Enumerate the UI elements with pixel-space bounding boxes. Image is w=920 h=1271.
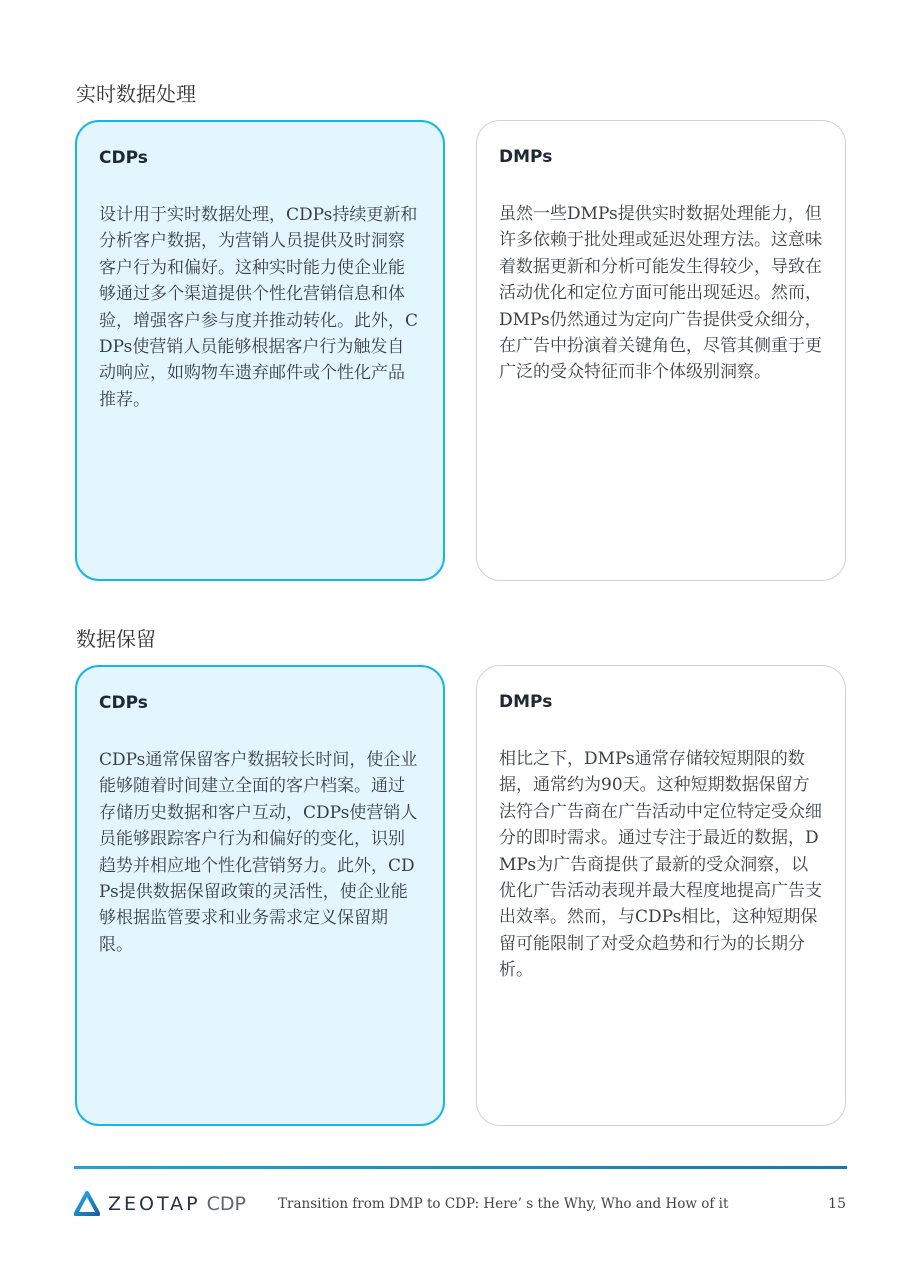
section-title-realtime: 实时数据处理 [76,82,196,106]
card-body: 设计用于实时数据处理，CDPs持续更新和分析客户数据，为营销人员提供及时洞察客户行为和偏好。这种实时能力使企业能够通过多个渠道提供个性化营销信息和体验，增强客户参与度并推动转化。此外，CDPs使营销人员能够根据客户行为触发自动响应，如购物车遗弃邮件或个性化产品推荐。 [99,205,419,410]
brand-logo [74,1190,246,1218]
zeotap-triangle-logo-icon [74,1191,100,1217]
brand-name: ZEOTAP [108,1193,201,1215]
cdp-card-realtime [75,120,445,581]
footer-divider [74,1166,847,1169]
card-body: 相比之下，DMPs通常存储较短期限的数据，通常约为90天。这种短期数据保留方法符合广告商在广告活动中定位特定受众细分的即时需求。通过专注于最近的数据，DMPs为广告商提供了最新的受众洞察，以优化广告活动表现并最大程度地提高广告支出效率。然而，与CDPs相比，这种短期保留可能限制了对受众趋势和行为的长期分析。 [499,749,822,981]
document-title: Transition from DMP to CDP: Here’ s the Why, Who and How of it [278,1196,729,1212]
card-heading: CDPs [99,148,148,168]
dmp-card-realtime [476,120,846,581]
card-body: 虽然一些DMPs提供实时数据处理能力，但许多依赖于批处理或延迟处理方法。这意味着数据更新和分析可能发生得较少，导致在活动优化和定位方面可能出现延迟。然而，DMPs仍然通过为定向广告提供受众细分，在广告中扮演着关键角色，尽管其侧重于更广泛的受众特征而非个体级别洞察。 [499,204,822,383]
section-title-retention: 数据保留 [76,627,156,651]
card-body: CDPs通常保留客户数据较长时间，使企业能够随着时间建立全面的客户档案。通过存储历史数据和客户互动，CDPs使营销人员能够跟踪客户行为和偏好的变化，识别趋势并相应地个性化营销努力。此外，CDPs提供数据保留政策的灵活性，使企业能够根据监管要求和业务需求定义保留期限。 [99,750,418,955]
dmp-card-retention [476,665,846,1126]
cdp-card-retention [75,665,445,1126]
card-heading: CDPs [99,693,148,713]
card-heading: DMPs [499,692,553,712]
card-heading: DMPs [499,147,553,167]
page-number: 15 [828,1196,846,1212]
brand-suffix: CDP [206,1193,246,1215]
